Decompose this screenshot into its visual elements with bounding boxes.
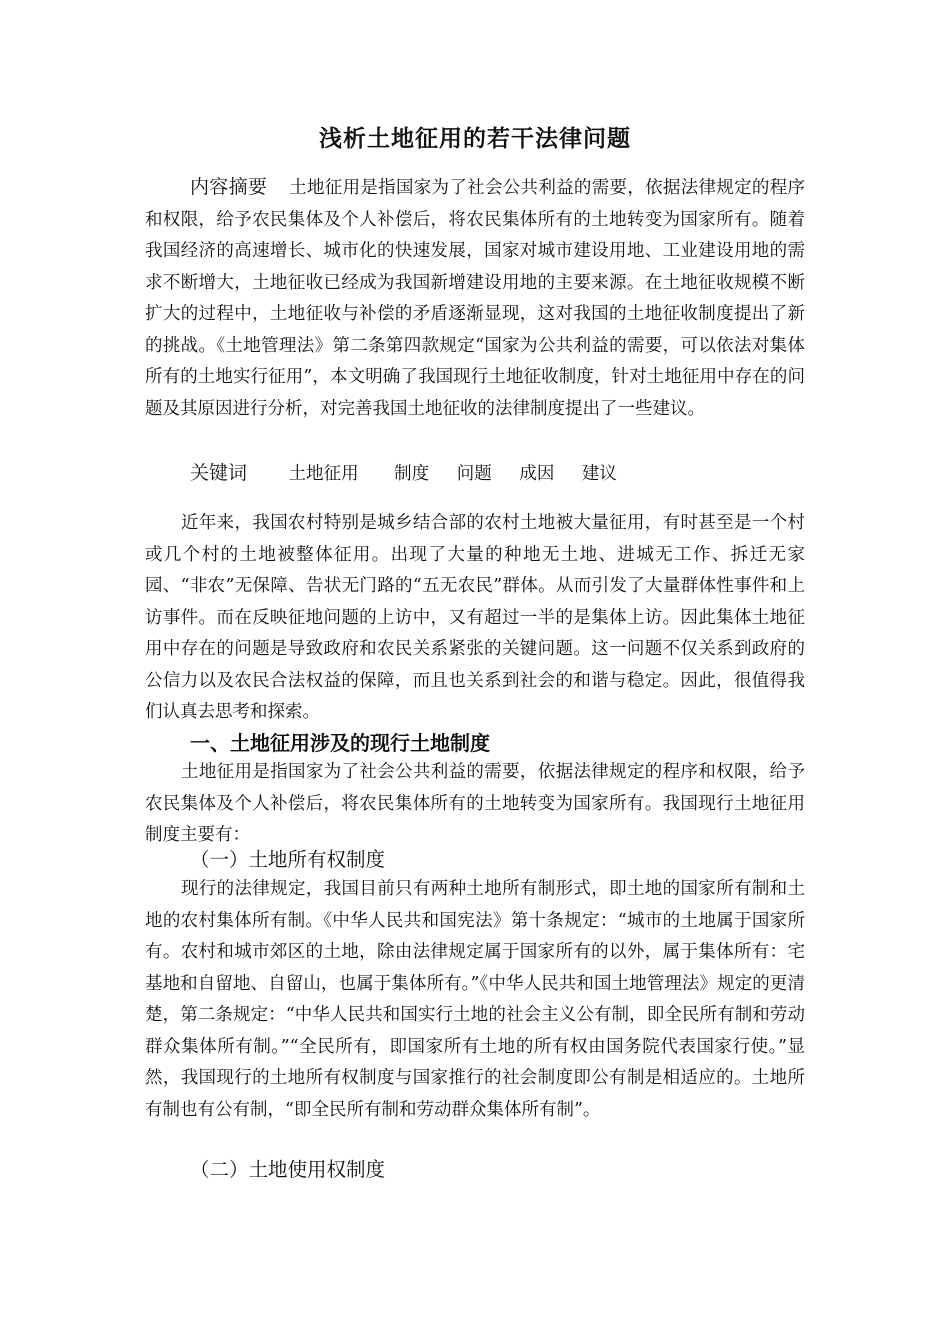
abstract-label: 内容摘要	[190, 176, 268, 198]
document-title: 浅析土地征用的若干法律问题	[319, 126, 631, 152]
keyword: 建议	[581, 464, 617, 484]
keyword: 土地征用	[288, 464, 359, 484]
section-heading: 一、土地征用涉及的现行土地制度	[190, 731, 490, 755]
subsection-heading: （二）土地使用权制度	[190, 1158, 386, 1181]
keywords-line	[190, 458, 639, 490]
abstract-block	[145, 172, 805, 425]
subsection-paragraph: 现行的法律规定，我国目前只有两种土地所有制形式，即土地的国家所有制和土地的农村集体所有制。《中华人民共和国宪法》第十条规定：“城市的土地属于国家所有。农村和城市郊区的土地，除由法律规定属于国家所有的以外，属于集体所有：宅基地和自留地、自留山，也属于集体所有。”《中华人民共和国土地管理法》规定的更清楚，第二条规定：“中华人民共和国实行土地的社会主义公有制，即全民所有制和劳动群众集体所有制。”“全民所有，即国家所有土地的所有权由国务院代表国家行使。”显然，我国现行的土地所有权制度与国家推行的社会制度即公有制是相适应的。土地所有制也有公有制，“即全民所有制和劳动群众集体所有制”。	[145, 879, 805, 1120]
subsection-heading: （一）土地所有权制度	[190, 848, 386, 871]
keywords-label: 关键词	[190, 462, 248, 484]
keyword: 问题	[456, 464, 492, 484]
keyword: 制度	[394, 464, 430, 484]
abstract-text: 土地征用是指国家为了社会公共利益的需要，依据法律规定的程序和权限，给予农民集体及个人补偿后，将农民集体所有的土地转变为国家所有。随着我国经济的高速增长、城市化的快速发展，国家对城市建设用地、工业建设用地的需求不断增大，土地征收已经成为我国新增建设用地的主要来源。在土地征收规模不断扩大的过程中，土地征收与补偿的矛盾逐渐显现，这对我国的土地征收制度提出了新的挑战。《土地管理法》第二条第四款规定“国家为公共利益的需要，可以依法对集体所有的土地实行征用”，本文明确了我国现行土地征收制度，针对土地征用中存在的问题及其原因进行分析，对完善我国土地征收的法律制度提出了一些建议。	[145, 178, 805, 419]
intro-paragraph: 近年来，我国农村特别是城乡结合部的农村土地被大量征用，有时甚至是一个村或几个村的土地被整体征用。出现了大量的种地无土地、进城无工作、拆迁无家园、“非农”无保障、告状无门路的“五无农民”群体。从而引发了大量群体性事件和上访事件。而在反映征地问题的上访中，又有超过一半的是集体上访。因此集体土地征用中存在的问题是导致政府和农民关系紧张的关键问题。这一问题不仅关系到政府的公信力以及农民合法权益的保障，而且也关系到社会的和谐与稳定。因此，很值得我们认真去思考和探索。	[145, 513, 805, 722]
keyword: 成因	[519, 464, 555, 484]
section-paragraph: 土地征用是指国家为了社会公共利益的需要，依据法律规定的程序和权限，给予农民集体及个人补偿后，将农民集体所有的土地转变为国家所有。我国现行土地征用制度主要有：	[145, 762, 805, 845]
